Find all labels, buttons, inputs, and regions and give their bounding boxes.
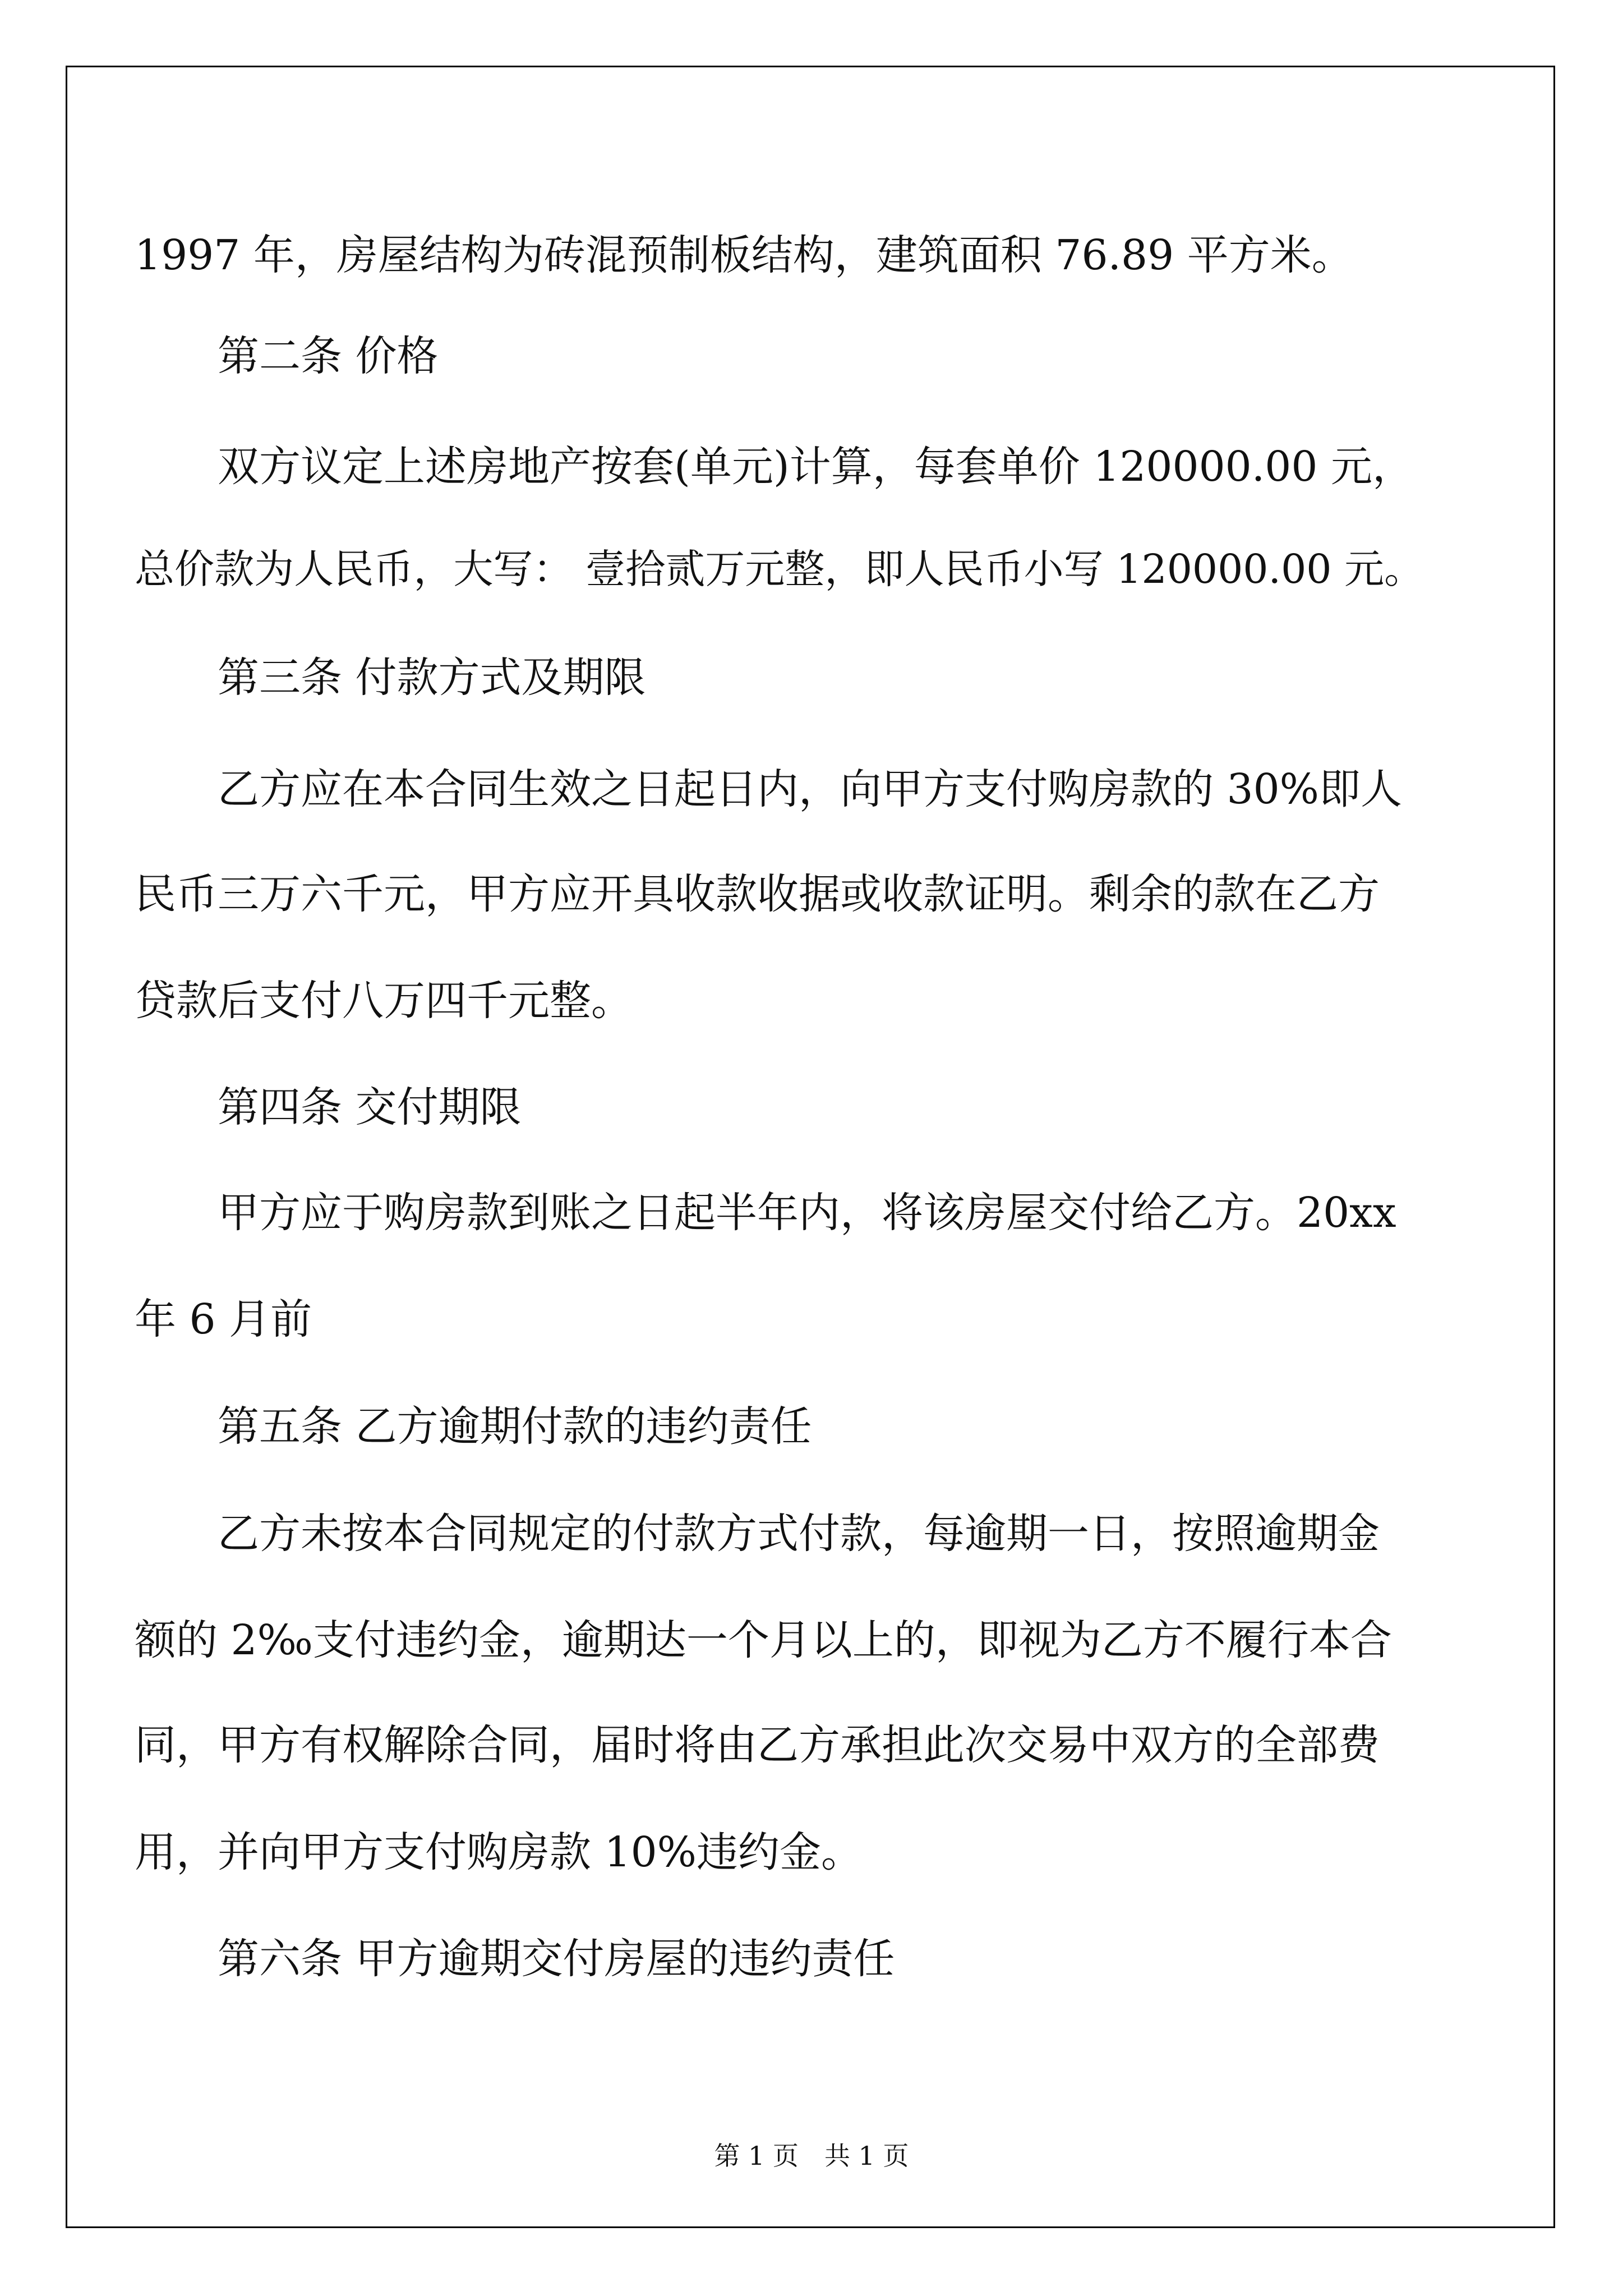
text-line: 总价款为人民币，大写： 壹拾贰万元整，即人民币小写 120000.00 元。 xyxy=(135,546,1424,592)
section-heading: 第五条 乙方逾期付款的违约责任 xyxy=(218,1402,812,1451)
page-number: 第 1 页 共 1 页 xyxy=(714,2141,909,2171)
text-line: 同，甲方有权解除合同，届时将由乙方承担此次交易中双方的全部费 xyxy=(135,1721,1380,1769)
section-heading: 第二条 价格 xyxy=(218,332,439,380)
text-line: 乙方未按本合同规定的付款方式付款，每逾期一日，按照逾期金 xyxy=(218,1510,1380,1558)
text-line: 民币三万六千元，甲方应开具收款收据或收款证明。剩余的款在乙方 xyxy=(135,870,1380,918)
text-line: 1997 年，房屋结构为砖混预制板结构，建筑面积 76.89 平方米。 xyxy=(135,231,1353,279)
text-line: 额的 2‰支付违约金，逾期达一个月以上的，即视为乙方不履行本合 xyxy=(135,1616,1392,1664)
section-heading: 第六条 甲方逾期交付房屋的违约责任 xyxy=(218,1935,895,1983)
text-line: 贷款后支付八万四千元整。 xyxy=(135,977,633,1025)
text-line: 双方议定上述房地产按套(单元)计算，每套单价 120000.00 元， xyxy=(218,443,1414,491)
text-line: 乙方应在本合同生效之日起日内，向甲方支付购房款的 30%即人 xyxy=(218,765,1402,813)
section-heading: 第四条 交付期限 xyxy=(218,1083,522,1131)
text-line: 甲方应于购房款到账之日起半年内，将该房屋交付给乙方。20xx xyxy=(218,1189,1396,1237)
page-border xyxy=(66,66,1555,2228)
section-heading: 第三条 付款方式及期限 xyxy=(218,654,646,702)
text-line: 用，并向甲方支付购房款 10%违约金。 xyxy=(135,1828,863,1876)
text-line: 年 6 月前 xyxy=(135,1295,312,1343)
